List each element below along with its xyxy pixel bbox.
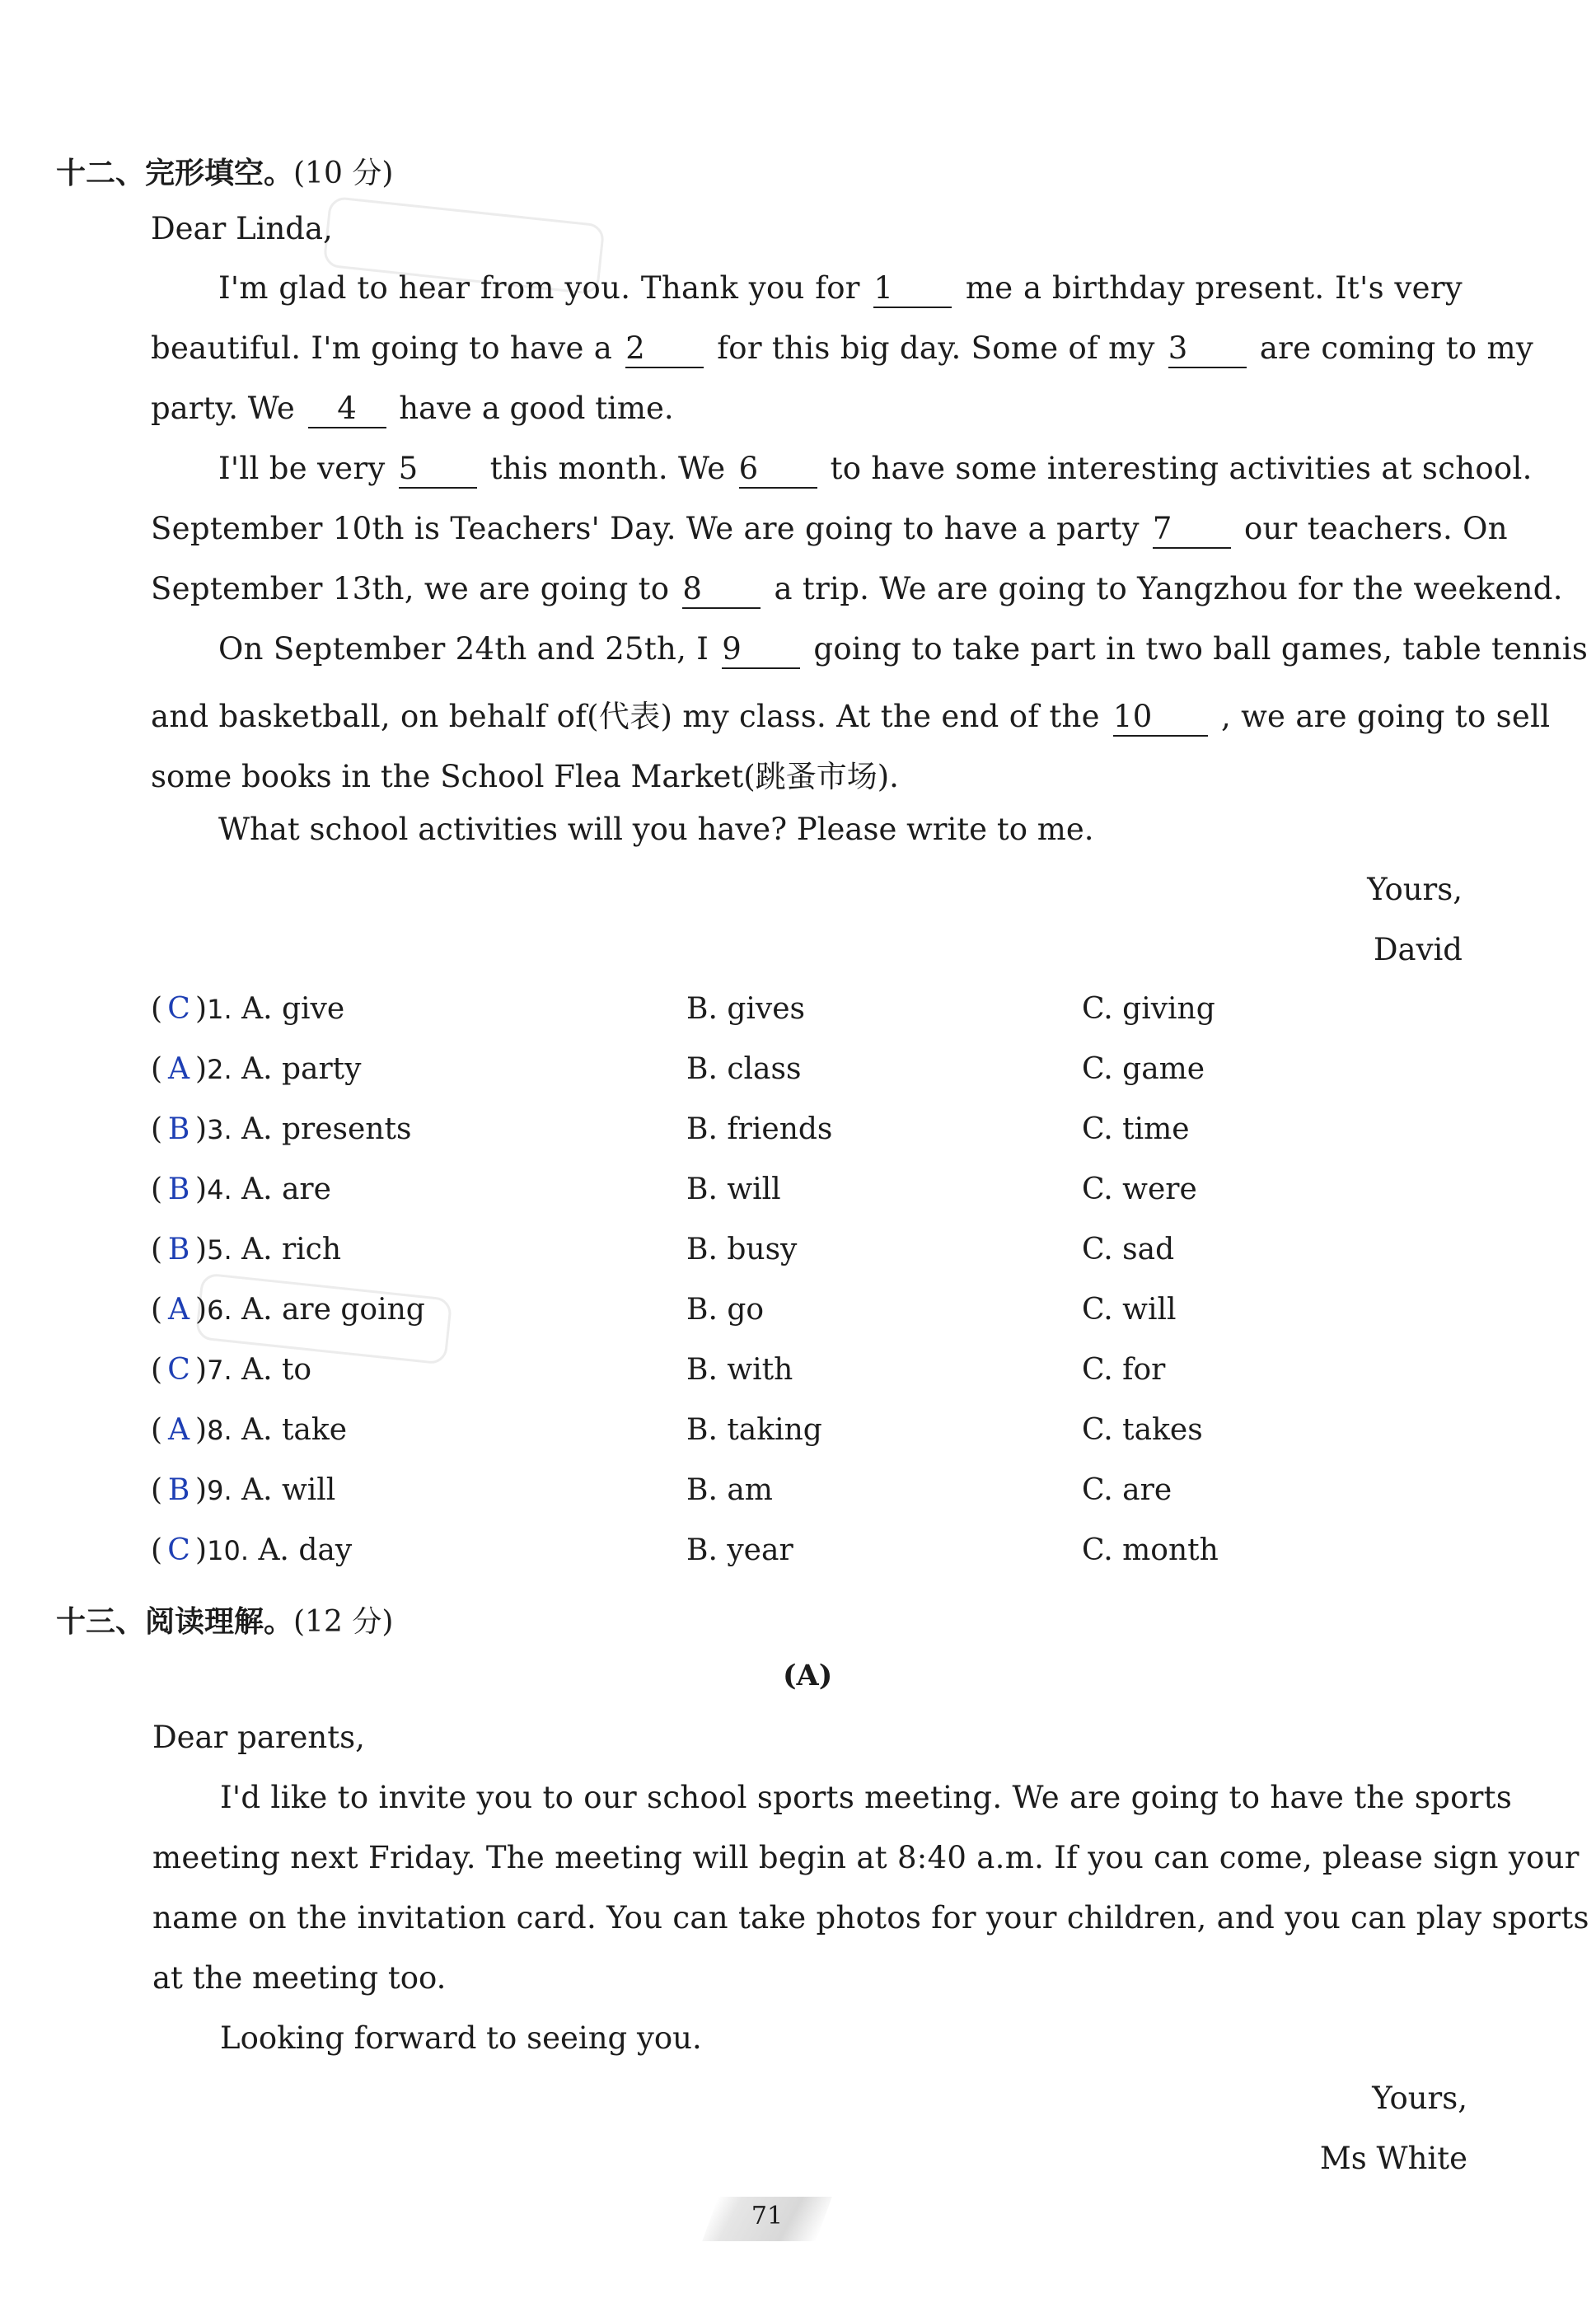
letter-greeting: Dear parents, [152, 1720, 365, 1755]
blank-4: 4 [308, 393, 386, 428]
blank-8: 8 [682, 573, 761, 609]
option-a: A. day [258, 1533, 353, 1567]
option-b: B. busy [686, 1233, 798, 1266]
option-b: B. taking [686, 1413, 822, 1447]
option-b: B. friends [686, 1112, 833, 1146]
answer-bracket: ) [195, 1173, 208, 1206]
question-row [151, 1293, 1304, 1327]
letter-closing: Yours, [1367, 872, 1463, 907]
option-b: B. go [686, 1293, 765, 1327]
answer-bracket: ) [195, 992, 208, 1026]
answer-bracket: ( [151, 1473, 163, 1507]
option-a: A. to [241, 1353, 312, 1387]
option-a: A. are [241, 1173, 331, 1206]
letter-line: I'll be very 5 this month. We 6 to have some interesting activities at school. [218, 451, 1463, 489]
letter-line: On September 24th and 25th, I 9 going to take part in two ball games, table tennis [218, 631, 1463, 669]
question-number: 10. [207, 1535, 249, 1566]
answer-choice: B [167, 1233, 190, 1266]
answer-bracket: ) [195, 1353, 208, 1387]
question-row [151, 1353, 1304, 1387]
question-number: 8. [207, 1415, 232, 1446]
answer-bracket: ) [195, 1533, 208, 1567]
option-c: C. giving [1082, 992, 1215, 1026]
answer-bracket: ) [195, 1473, 208, 1507]
option-c: C. for [1082, 1353, 1166, 1387]
answer-bracket: ) [195, 1293, 208, 1327]
section-13-title: 十三、阅读理解。 [56, 1605, 294, 1639]
question-number: 6. [207, 1294, 232, 1326]
section-12-score: (10 分) [293, 157, 394, 190]
answer-bracket: ( [151, 1233, 163, 1266]
option-c: C. game [1082, 1052, 1205, 1086]
letter-line: name on the invitation card. You can take photos for your children, and you can play sports [152, 1900, 1589, 1936]
letter-signature: Ms White [1319, 2141, 1467, 2176]
blank-5: 5 [399, 453, 477, 489]
question-row [151, 1233, 1304, 1266]
answer-bracket: ( [151, 1173, 163, 1206]
option-c: C. sad [1082, 1233, 1175, 1266]
section-12-title: 十二、完形填空。 [56, 157, 294, 190]
letter-line: party. We 4 have a good time. [151, 391, 674, 428]
letter-greeting: Dear Linda, [151, 211, 333, 246]
answer-bracket: ( [151, 1293, 163, 1327]
question-row [151, 1473, 1304, 1507]
question-number: 5. [207, 1234, 232, 1266]
question-row [151, 1052, 1304, 1086]
answer-choice: C [167, 1353, 190, 1387]
answer-bracket: ( [151, 1052, 163, 1086]
blank-2: 2 [625, 333, 704, 368]
answer-bracket: ( [151, 992, 163, 1026]
part-label: (A) [783, 1659, 833, 1692]
blank-6: 6 [739, 453, 817, 489]
letter-line: September 10th is Teachers' Day. We are going to have a party 7 our teachers. On [151, 511, 1463, 549]
blank-10: 10 [1113, 701, 1208, 737]
blank-3: 3 [1168, 333, 1247, 368]
option-a: A. take [241, 1413, 348, 1447]
blank-7: 7 [1153, 513, 1231, 549]
question-number: 1. [207, 994, 232, 1025]
letter-line: at the meeting too. [152, 1960, 447, 1996]
option-b: B. year [686, 1533, 793, 1567]
page-number: 71 [751, 2202, 784, 2230]
letter-line: and basketball, on behalf of(代表) my class. At the end of the 10 , we are going to sell [151, 691, 1463, 737]
answer-bracket: ( [151, 1413, 163, 1447]
option-c: C. takes [1082, 1413, 1203, 1447]
option-b: B. gives [686, 992, 806, 1026]
answer-choice: C [167, 992, 190, 1026]
answer-choice: B [167, 1173, 190, 1206]
question-row [151, 1112, 1304, 1146]
option-b: B. class [686, 1052, 802, 1086]
letter-closing: Yours, [1372, 2081, 1467, 2116]
option-c: C. were [1082, 1173, 1197, 1206]
letter-line: meeting next Friday. The meeting will begin at 8:40 a.m. If you can come, please sign your [152, 1840, 1580, 1875]
answer-choice: B [167, 1473, 190, 1507]
letter-line: September 13th, we are going to 8 a trip. We are going to Yangzhou for the weekend. [151, 571, 1463, 609]
question-number: 3. [207, 1114, 232, 1145]
answer-choice: A [168, 1413, 190, 1447]
question-row [151, 992, 1304, 1026]
option-c: C. time [1082, 1112, 1190, 1146]
option-a: A. give [241, 992, 345, 1026]
option-a: A. presents [241, 1112, 412, 1146]
option-c: C. will [1082, 1293, 1177, 1327]
answer-bracket: ( [151, 1112, 163, 1146]
option-a: A. are going [241, 1293, 425, 1327]
letter-line: beautiful. I'm going to have a 2 for this big day. Some of my 3 are coming to my [151, 330, 1463, 368]
answer-bracket: ( [151, 1533, 163, 1567]
question-number: 9. [207, 1475, 232, 1506]
question-row [151, 1533, 1304, 1567]
question-row [151, 1173, 1304, 1206]
option-a: A. rich [241, 1233, 342, 1266]
letter-line: some books in the School Flea Market(跳蚤市场). [151, 759, 899, 794]
section-12-heading [56, 150, 393, 192]
letter-line: Looking forward to seeing you. [220, 2020, 702, 2056]
answer-bracket: ) [195, 1052, 208, 1086]
answer-bracket: ( [151, 1353, 163, 1387]
question-number: 4. [207, 1174, 232, 1205]
option-c: C. are [1082, 1473, 1172, 1507]
answer-bracket: ) [195, 1413, 208, 1447]
option-b: B. with [686, 1353, 793, 1387]
letter-line: I'd like to invite you to our school sports meeting. We are going to have the sports [220, 1780, 1513, 1815]
letter-signature: David [1373, 932, 1463, 967]
answer-bracket: ) [195, 1112, 208, 1146]
blank-1: 1 [873, 273, 952, 308]
question-number: 2. [207, 1054, 232, 1085]
letter-line: I'm glad to hear from you. Thank you for 1 me a birthday present. It's very [218, 270, 1463, 308]
blank-9: 9 [722, 634, 800, 669]
answer-choice: A [168, 1293, 190, 1327]
section-13-score: (12 分) [293, 1605, 394, 1639]
option-c: C. month [1082, 1533, 1219, 1567]
answer-choice: B [167, 1112, 190, 1146]
answer-choice: C [167, 1533, 190, 1567]
option-a: A. party [241, 1052, 362, 1086]
question-number: 7. [207, 1355, 232, 1386]
question-row [151, 1413, 1304, 1447]
answer-bracket: ) [195, 1233, 208, 1266]
option-a: A. will [241, 1473, 336, 1507]
section-13-heading [56, 1599, 393, 1641]
option-b: B. will [686, 1173, 781, 1206]
answer-choice: A [168, 1052, 190, 1086]
letter-line: What school activities will you have? Please write to me. [218, 812, 1094, 847]
option-b: B. am [686, 1473, 773, 1507]
